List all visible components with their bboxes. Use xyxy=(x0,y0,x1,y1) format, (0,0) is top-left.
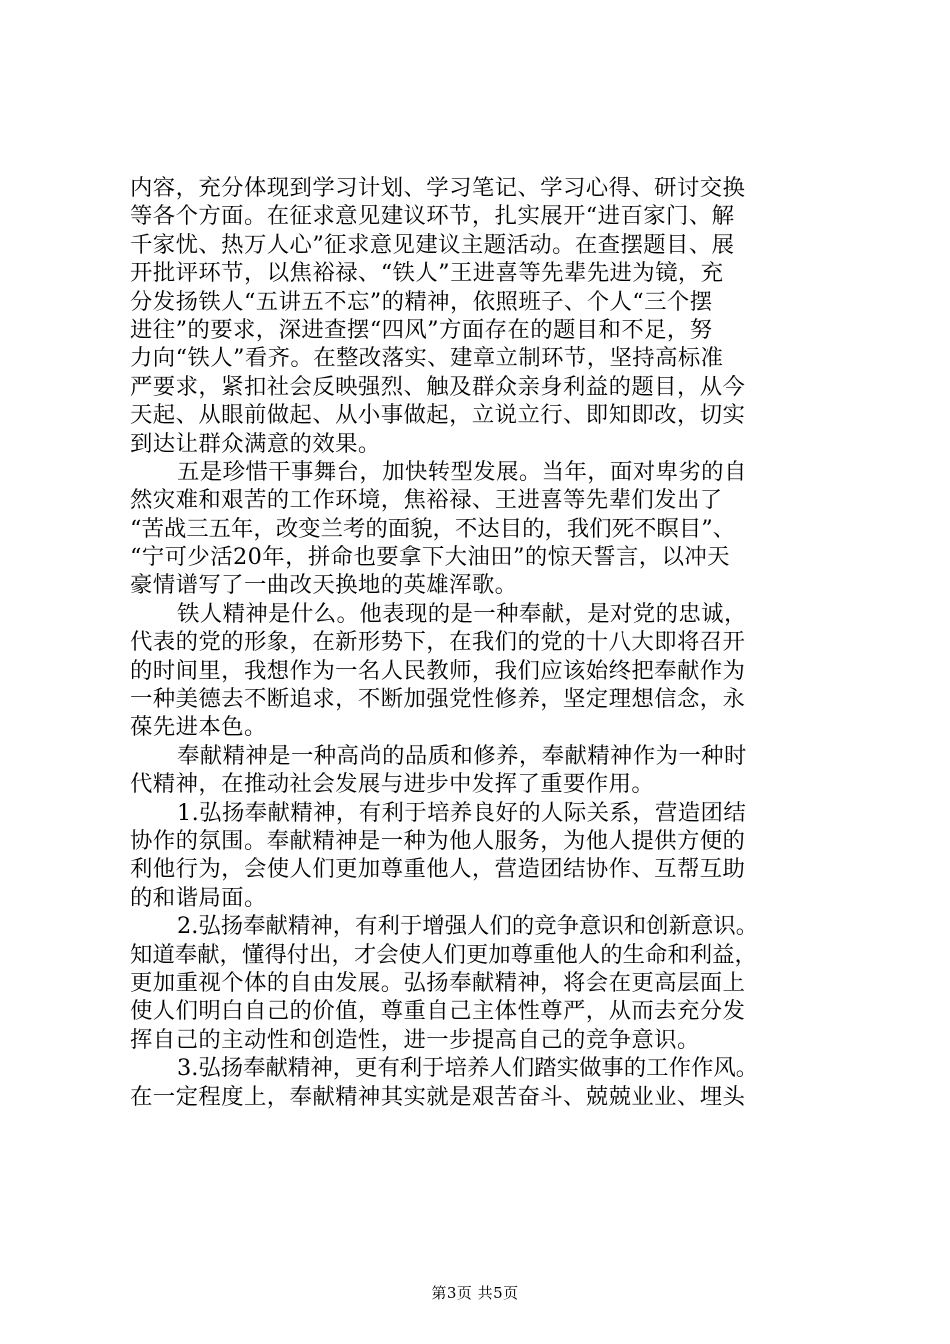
text-line: 力向“铁人”看齐。在整改落实、建章立制环节，坚持高标准 xyxy=(130,345,724,372)
text-line: 协作的氛围。奉献精神是一种为他人服务，为他人提供方便的 xyxy=(130,827,746,854)
text-line: 代表的党的形象，在新形势下，在我们的党的十八大即将召开 xyxy=(130,629,746,656)
text-line: 代精神，在推动社会发展与进步中发挥了重要作用。 xyxy=(130,771,655,798)
text-line: 的和谐局面。 xyxy=(130,884,267,911)
text-line: 分发扬铁人“五讲五不忘”的精神，依照班子、个人“三个摆 xyxy=(130,288,713,315)
text-line: 利他行为，会使人们更加尊重他人，营造团结协作、互帮互助 xyxy=(130,856,746,883)
paragraph-first-line: 五是珍惜干事舞台，加快转型发展。当年，面对卑劣的自 xyxy=(177,458,747,485)
text-line: 的时间里，我想作为一名人民教师，我们应该始终把奉献作为 xyxy=(130,657,746,684)
paragraph-first-line: 1.弘扬奉献精神，有利于培养良好的人际关系，营造团结 xyxy=(177,799,747,826)
text-line: 严要求，紧扣社会反映强烈、触及群众亲身利益的题目，从今 xyxy=(130,373,746,400)
text-line: 然灾难和艰苦的工作环境，焦裕禄、王进喜等先辈们发出了 xyxy=(130,487,723,514)
text-line: 内容，充分体现到学习计划、学习笔记、学习心得、研讨交换 xyxy=(130,175,746,201)
text-line: 到达让群众满意的效果。 xyxy=(130,430,381,457)
paragraph-first-line: 奉献精神是一种高尚的品质和修养，奉献精神作为一种时 xyxy=(177,742,747,769)
paragraph-first-line: 铁人精神是什么。他表现的是一种奉献，是对党的忠诚， xyxy=(177,600,747,627)
text-line: 一种美德去不断追求，不断加强党性修养，坚定理想信念，永 xyxy=(130,686,746,713)
text-line: “苦战三五年，改变兰考的面貌，不达目的，我们死不瞑目”、 xyxy=(130,515,736,542)
text-line: 开批评环节，以焦裕禄、“铁人”王进喜等先辈先进为镜，充 xyxy=(130,260,724,287)
text-line: 进往”的要求，深进查摆“四风”方面存在的题目和不足，努 xyxy=(130,316,713,343)
page-number-footer: 第3页 共5页 xyxy=(431,1284,519,1302)
paragraph-first-line: 2.弘扬奉献精神，有利于增强人们的竞争意识和创新意识。 xyxy=(177,913,759,940)
text-line: 知道奉献，懂得付出，才会使人们更加尊重他人的生命和利益， xyxy=(130,941,757,968)
document-body xyxy=(130,174,830,1111)
text-line: 千家忧、热万人心”征求意见建议主题活动。在查摆题目、展 xyxy=(130,231,735,258)
text-line: 在一定程度上，奉献精神其实就是艰苦奋斗、兢兢业业、埋头 xyxy=(130,1083,746,1110)
paragraph-first-line: 3.弘扬奉献精神，更有利于培养人们踏实做事的工作作风。 xyxy=(177,1055,759,1082)
text-line: 等各个方面。在征求意见建议环节，扎实展开“进百家门、解 xyxy=(130,203,735,230)
text-line: 天起、从眼前做起、从小事做起，立说立行、即知即改，切实 xyxy=(130,402,746,429)
text-line: 使人们明白自己的价值，尊重自己主体性尊严，从而去充分发 xyxy=(130,998,746,1025)
text-line: “宁可少活20年，拼命也要拿下大油田”的惊天誓言，以冲天 xyxy=(130,544,730,571)
text-line: 挥自己的主动性和创造性，进一步提高自己的竞争意识。 xyxy=(130,1026,700,1053)
text-line: 更加重视个体的自由发展。弘扬奉献精神，将会在更高层面上 xyxy=(130,969,746,996)
text-line: 豪情谱写了一曲改天换地的英雄浑歌。 xyxy=(130,572,518,599)
text-line: 葆先进本色。 xyxy=(130,714,267,741)
